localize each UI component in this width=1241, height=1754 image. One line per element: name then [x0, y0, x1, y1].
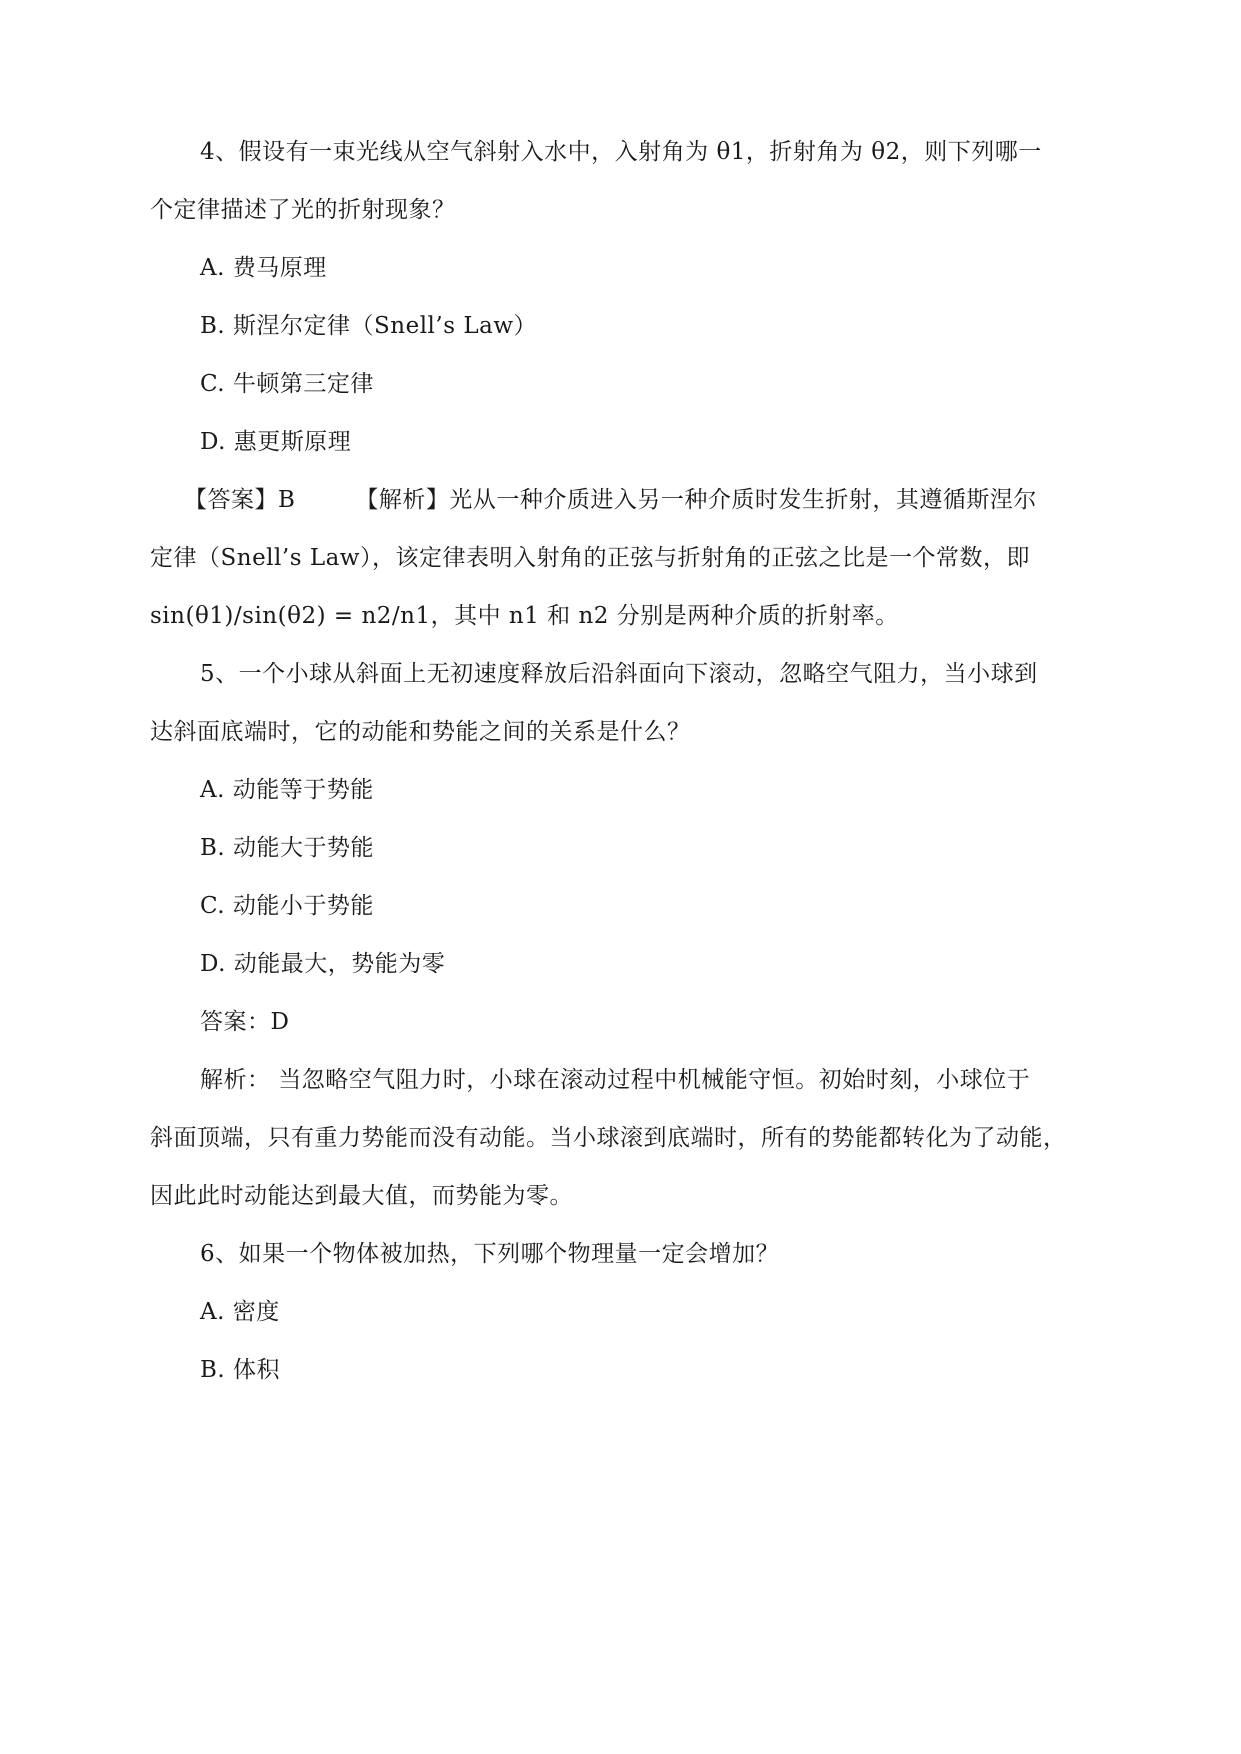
q4-analysis-line1: 【解析】光从一种介质进入另一种介质时发生折射，其遵循斯涅尔 — [355, 487, 1037, 513]
q6-option-b: B. 体积 — [200, 1357, 281, 1383]
q4-answer: 【答案】B — [184, 487, 296, 513]
q6-stem-line1: 6、如果一个物体被加热，下列哪个物理量一定会增加？ — [200, 1241, 780, 1267]
q5-analysis-line3: 因此此时动能达到最大值，而势能为零。 — [150, 1183, 573, 1209]
q4-option-b: B. 斯涅尔定律（Snell’s Law） — [200, 313, 538, 339]
q4-option-d: D. 惠更斯原理 — [200, 429, 352, 455]
q5-option-d: D. 动能最大，势能为零 — [200, 951, 446, 977]
q4-analysis-line3: sin(θ1)/sin(θ2) = n2/n1，其中 n1 和 n2 分别是两种介质的折射率。 — [150, 603, 899, 629]
q4-stem-line2: 个定律描述了光的折射现象？ — [150, 197, 456, 223]
q4-option-c: C. 牛顿第三定律 — [200, 371, 374, 397]
q5-analysis-line1: 解析： 当忽略空气阻力时，小球在滚动过程中机械能守恒。初始时刻，小球位于 — [200, 1067, 1031, 1093]
q5-option-b: B. 动能大于势能 — [200, 835, 375, 861]
q4-analysis-line2: 定律（Snell’s Law），该定律表明入射角的正弦与折射角的正弦之比是一个常数，即 — [150, 545, 1030, 571]
q4-answer-line — [184, 485, 1037, 515]
q5-answer: 答案：D — [200, 1009, 290, 1035]
q6-option-a: A. 密度 — [200, 1299, 280, 1325]
q5-stem-line2: 达斜面底端时，它的动能和势能之间的关系是什么？ — [150, 719, 691, 745]
q4-stem-line1: 4、假设有一束光线从空气斜射入水中，入射角为 θ1，折射角为 θ2，则下列哪一 — [200, 139, 1042, 165]
q4-option-a: A. 费马原理 — [200, 255, 327, 281]
q5-analysis-line2: 斜面顶端，只有重力势能而没有动能。当小球滚到底端时，所有的势能都转化为了动能， — [150, 1125, 1067, 1151]
q5-option-a: A. 动能等于势能 — [200, 777, 374, 803]
q5-option-c: C. 动能小于势能 — [200, 893, 374, 919]
q5-stem-line1: 5、一个小球从斜面上无初速度释放后沿斜面向下滚动，忽略空气阻力，当小球到 — [200, 661, 1038, 687]
